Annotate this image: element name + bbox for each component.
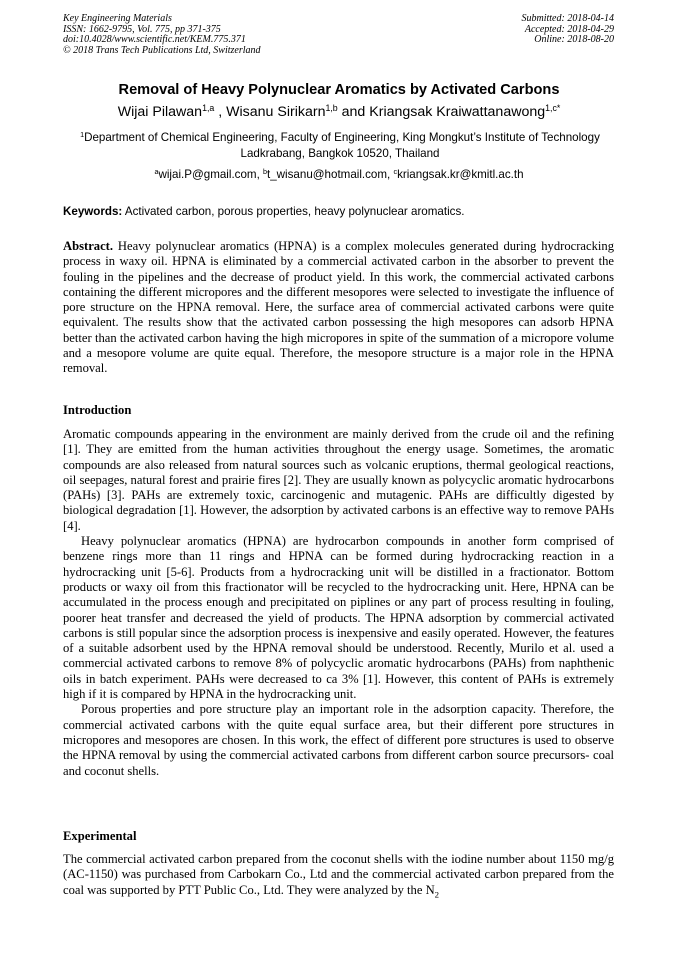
keywords-label: Keywords: (63, 205, 123, 218)
section-heading-experimental: Experimental (63, 829, 137, 843)
paragraph: Porous properties and pore structure play an important role in the adsorption capacity. Therefore, the commercial activated carbons with the quite equal surface area, but their different pore structures in micropores and mesopores are chosen. In this work, the effect of different pore structures is used to observe the HPNA removal by using the commercial activated carbons from different carbon source precursors- coal and coconut shells. (63, 702, 614, 778)
author-emails (0, 168, 678, 181)
accepted-date: Accepted: 2018-04-29 (524, 23, 614, 35)
email-mark: b (263, 167, 268, 177)
paper-title: Removal of Heavy Polynuclear Aromatics by Activated Carbons (118, 82, 560, 98)
paragraph-text: The commercial activated carbon prepared from the coconut shells with the iodine number about 1150 mg/g (AC-1150) was purchased from Carbokarn Co., Ltd and the commercial activated carbon prepared from the coal was supported by PTT Public Co., Ltd. They were analyzed by the N (63, 852, 614, 897)
author-separator: , (214, 104, 227, 120)
author-name: Kriangsak Kraiwattanawong (369, 104, 546, 120)
online-date: Online: 2018-08-20 (534, 34, 614, 46)
email-link: kriangsak.kr@kmitl.ac.th (397, 168, 524, 181)
doi: doi:10.4028/www.scientific.net/KEM.775.371 (63, 34, 246, 46)
keywords-text: Activated carbon, porous properties, heavy polynuclear aromatics. (122, 205, 465, 218)
author-name: Wisanu Sirikarn (226, 104, 326, 120)
email-mark: c (393, 167, 398, 177)
abstract-label: Abstract. (63, 239, 114, 253)
affiliation-text: Department of Chemical Engineering, Faculty of Engineering, King Mongkut’s Institute of Technology Ladkrabang, Bangkok 10520, Thailand (84, 131, 600, 160)
experimental-body (63, 852, 614, 902)
abstract-text: Heavy polynuclear aromatics (HPNA) is a complex molecules generated during hydrocracking process in waxy oil. HPNA is eliminated by a commercial activated carbon in the absorber to prevent the fouling in the pipelines and the decrease of product yield. In this work, the commercial activated carbons containing the different micropores and the different mesopores were selected to investigate the influence of pore structure on the HPNA removal. Here, the surface area of commercial activated carbons were quite equivalent. The results show that the activated carbon possessing the high mesopores can adsorb HPNA better than the activated carbon having the high micropores in spite of the summation of a micropore volume and a mesopore volume are quite equal. Therefore, the mesopore structure is a major role in the HPNA removal. (63, 239, 614, 376)
author-affil-mark: 1,a (202, 103, 215, 114)
abstract (63, 239, 614, 377)
email-mark: a (154, 167, 159, 177)
affiliation (80, 130, 600, 162)
paragraph (63, 852, 614, 902)
issn-volume: ISSN: 1662-9795, Vol. 775, pp 371-375 (63, 23, 221, 35)
publication-dates (522, 14, 615, 46)
email-link: t_wisanu@hotmail.com, (267, 168, 394, 181)
email-link: wijai.P@gmail.com, (158, 168, 264, 181)
journal-info (63, 14, 261, 56)
submitted-date: Submitted: 2018-04-14 (521, 13, 614, 24)
author-affil-mark: 1,b (325, 103, 338, 114)
keywords (63, 205, 464, 218)
subscript: 2 (434, 889, 440, 900)
author-affil-mark: 1,c* (545, 103, 561, 114)
paragraph: Heavy polynuclear aromatics (HPNA) are hydrocarbon compounds in another form comprised of benzene rings more than 11 rings and HPNA can be formed during hydrocracking reaction in a hydrocracking unit [5-6]. Products from a hydrocracking unit will be distilled in a fractionator. Bottom products or waxy oil from this fractionator will be recycled to the hydrocracking unit. Here, HPNA can be accumulated in the process enough and precipitated on piplines or any part of process resulting in fouling, poorer heat transfer and decreased the yield of products. The HPNA adsorption by commercial activated carbons is still popular since the adsorption process is inexpensive and easily operated. However, the features of a suitable adsorbent used by the HPNA removal should be understood. Recently, Murilo et al. used a commercial activated carbons to remove 8% of polycyclic aromatic hydrocarbons (PAHs) from naphthenic oils in batch experiment. PAHs were decreased to ca 3% [1]. However, this content of PAHs is extremely high if it is compared by HPNA in the hydrocracking unit. (63, 534, 615, 702)
affiliation-mark: 1 (80, 130, 85, 140)
introduction-body (63, 427, 614, 779)
author-list (0, 104, 678, 120)
paragraph: Aromatic compounds appearing in the environment are mainly derived from the crude oil and the refining [1]. They are emitted from the human activities throughout the energy usage. Sometimes, the aromatic compounds are also released from natural sources such as volcanic eruptions, thermal geological reactions, oil seepages, natural forest and prairie fires [2]. They are usually known as polycyclic aromatic hydrocarbons (PAHs) [3]. PAHs are extremely toxic, carcinogenic and mutagenic. PAHs are difficultly digested by biological degradation [1]. However, the adsorption by activated carbons is an effective way to remove PAHs [4]. (63, 427, 615, 533)
author-separator: and (337, 104, 370, 120)
journal-name: Key Engineering Materials (63, 13, 172, 24)
author-name: Wijai Pilawan (117, 104, 203, 120)
copyright: © 2018 Trans Tech Publications Ltd, Switzerland (63, 44, 261, 56)
section-heading-introduction: Introduction (63, 403, 132, 417)
